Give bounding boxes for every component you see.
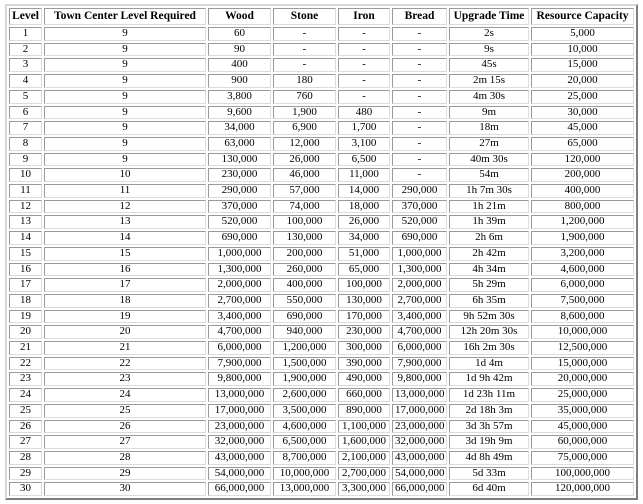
- table-cell-stone: 3,500,000: [273, 404, 336, 418]
- table-cell-level: 17: [9, 278, 42, 292]
- table-cell-resource-capacity: 5,000: [531, 27, 634, 41]
- table-cell-iron: 26,000: [338, 215, 390, 229]
- table-cell-iron: 100,000: [338, 278, 390, 292]
- table-cell-stone: 57,000: [273, 184, 336, 198]
- table-cell-wood: 400: [208, 58, 271, 72]
- table-cell-bread: 3,400,000: [392, 310, 447, 324]
- table-row: [9, 325, 634, 339]
- table-row: [9, 90, 634, 104]
- table-cell-level: 19: [9, 310, 42, 324]
- table-cell-bread: 43,000,000: [392, 451, 447, 465]
- table-cell-wood: 130,000: [208, 153, 271, 167]
- table-cell-resource-capacity: 12,500,000: [531, 341, 634, 355]
- table-cell-wood: 900: [208, 74, 271, 88]
- table-cell-wood: 6,000,000: [208, 341, 271, 355]
- table-cell-town-center-level-required: 22: [44, 357, 206, 371]
- table-cell-wood: 4,700,000: [208, 325, 271, 339]
- table-cell-town-center-level-required: 14: [44, 231, 206, 245]
- table-row: [9, 168, 634, 182]
- table-cell-stone: 12,000: [273, 137, 336, 151]
- table-cell-iron: 2,700,000: [338, 467, 390, 481]
- table-cell-iron: 3,300,000: [338, 482, 390, 496]
- table-cell-iron: 6,500: [338, 153, 390, 167]
- table-cell-stone: 130,000: [273, 231, 336, 245]
- table-cell-upgrade-time: 6h 35m: [449, 294, 529, 308]
- table-cell-level: 28: [9, 451, 42, 465]
- table-cell-bread: 1,000,000: [392, 247, 447, 261]
- table-cell-iron: 390,000: [338, 357, 390, 371]
- table-cell-wood: 7,900,000: [208, 357, 271, 371]
- table-cell-bread: -: [392, 43, 447, 57]
- table-cell-upgrade-time: 9s: [449, 43, 529, 57]
- table-cell-town-center-level-required: 28: [44, 451, 206, 465]
- table-cell-wood: 690,000: [208, 231, 271, 245]
- table-cell-resource-capacity: 45,000: [531, 121, 634, 135]
- table-cell-upgrade-time: 5d 33m: [449, 467, 529, 481]
- table-cell-town-center-level-required: 9: [44, 27, 206, 41]
- table-cell-upgrade-time: 45s: [449, 58, 529, 72]
- table-cell-town-center-level-required: 17: [44, 278, 206, 292]
- table-cell-level: 14: [9, 231, 42, 245]
- table-cell-resource-capacity: 65,000: [531, 137, 634, 151]
- table-cell-upgrade-time: 40m 30s: [449, 153, 529, 167]
- table-cell-stone: 550,000: [273, 294, 336, 308]
- table-cell-iron: 51,000: [338, 247, 390, 261]
- table-cell-bread: 17,000,000: [392, 404, 447, 418]
- table-cell-stone: 100,000: [273, 215, 336, 229]
- table-cell-upgrade-time: 16h 2m 30s: [449, 341, 529, 355]
- table-cell-wood: 9,600: [208, 106, 271, 120]
- table-cell-bread: -: [392, 153, 447, 167]
- table-cell-upgrade-time: 3d 19h 9m: [449, 435, 529, 449]
- table-cell-town-center-level-required: 9: [44, 121, 206, 135]
- table-cell-stone: 260,000: [273, 263, 336, 277]
- table-cell-wood: 520,000: [208, 215, 271, 229]
- table-cell-iron: 1,600,000: [338, 435, 390, 449]
- table-cell-resource-capacity: 30,000: [531, 106, 634, 120]
- table-cell-resource-capacity: 3,200,000: [531, 247, 634, 261]
- table-cell-iron: -: [338, 90, 390, 104]
- table-cell-bread: 6,000,000: [392, 341, 447, 355]
- table-cell-level: 27: [9, 435, 42, 449]
- table-cell-stone: 200,000: [273, 247, 336, 261]
- table-cell-iron: 11,000: [338, 168, 390, 182]
- table-cell-wood: 3,800: [208, 90, 271, 104]
- table-cell-upgrade-time: 2h 42m: [449, 247, 529, 261]
- table-cell-town-center-level-required: 21: [44, 341, 206, 355]
- table-cell-level: 7: [9, 121, 42, 135]
- table-cell-town-center-level-required: 15: [44, 247, 206, 261]
- table-cell-iron: 65,000: [338, 263, 390, 277]
- table-row: [9, 451, 634, 465]
- table-cell-level: 18: [9, 294, 42, 308]
- table-cell-upgrade-time: 27m: [449, 137, 529, 151]
- table-cell-level: 30: [9, 482, 42, 496]
- table-cell-upgrade-time: 9m: [449, 106, 529, 120]
- table-cell-resource-capacity: 35,000,000: [531, 404, 634, 418]
- table-cell-bread: -: [392, 90, 447, 104]
- table-cell-town-center-level-required: 23: [44, 372, 206, 386]
- column-header-wood: Wood: [208, 8, 271, 25]
- table-cell-upgrade-time: 1d 4m: [449, 357, 529, 371]
- table-cell-wood: 17,000,000: [208, 404, 271, 418]
- table-cell-wood: 23,000,000: [208, 420, 271, 434]
- table-cell-bread: 13,000,000: [392, 388, 447, 402]
- table-cell-upgrade-time: 4m 30s: [449, 90, 529, 104]
- table-cell-level: 24: [9, 388, 42, 402]
- table-cell-town-center-level-required: 11: [44, 184, 206, 198]
- column-header-level: Level: [9, 8, 42, 25]
- table-cell-bread: -: [392, 27, 447, 41]
- table-cell-level: 11: [9, 184, 42, 198]
- table-cell-bread: 2,700,000: [392, 294, 447, 308]
- table-cell-level: 10: [9, 168, 42, 182]
- table-cell-iron: 230,000: [338, 325, 390, 339]
- table-cell-town-center-level-required: 19: [44, 310, 206, 324]
- table-cell-wood: 9,800,000: [208, 372, 271, 386]
- table-cell-upgrade-time: 1d 23h 11m: [449, 388, 529, 402]
- table-cell-bread: 7,900,000: [392, 357, 447, 371]
- table-cell-level: 15: [9, 247, 42, 261]
- table-cell-iron: 1,700: [338, 121, 390, 135]
- table-cell-upgrade-time: 54m: [449, 168, 529, 182]
- table-cell-stone: 10,000,000: [273, 467, 336, 481]
- table-cell-wood: 370,000: [208, 200, 271, 214]
- table-cell-bread: 4,700,000: [392, 325, 447, 339]
- table-cell-resource-capacity: 120,000,000: [531, 482, 634, 496]
- table-cell-iron: -: [338, 74, 390, 88]
- table-cell-town-center-level-required: 9: [44, 153, 206, 167]
- table-cell-resource-capacity: 7,500,000: [531, 294, 634, 308]
- table-cell-level: 12: [9, 200, 42, 214]
- table-cell-wood: 13,000,000: [208, 388, 271, 402]
- table-cell-resource-capacity: 400,000: [531, 184, 634, 198]
- table-cell-iron: 890,000: [338, 404, 390, 418]
- table-row: [9, 247, 634, 261]
- table-cell-wood: 90: [208, 43, 271, 57]
- table-row: [9, 184, 634, 198]
- table-cell-level: 25: [9, 404, 42, 418]
- table-cell-iron: 660,000: [338, 388, 390, 402]
- column-header-town-center-level-required: Town Center Level Required: [44, 8, 206, 25]
- table-cell-stone: 8,700,000: [273, 451, 336, 465]
- table-cell-bread: -: [392, 168, 447, 182]
- table-row: [9, 388, 634, 402]
- table-cell-upgrade-time: 12h 20m 30s: [449, 325, 529, 339]
- table-cell-stone: 1,900: [273, 106, 336, 120]
- table-cell-bread: 290,000: [392, 184, 447, 198]
- table-cell-upgrade-time: 1h 39m: [449, 215, 529, 229]
- table-cell-town-center-level-required: 10: [44, 168, 206, 182]
- table-cell-town-center-level-required: 27: [44, 435, 206, 449]
- table-cell-stone: -: [273, 27, 336, 41]
- table-cell-wood: 230,000: [208, 168, 271, 182]
- table-cell-bread: -: [392, 58, 447, 72]
- table-cell-bread: 370,000: [392, 200, 447, 214]
- table-cell-stone: 760: [273, 90, 336, 104]
- table-cell-stone: 26,000: [273, 153, 336, 167]
- table-cell-bread: 690,000: [392, 231, 447, 245]
- table-cell-resource-capacity: 1,900,000: [531, 231, 634, 245]
- column-header-iron: Iron: [338, 8, 390, 25]
- table-cell-wood: 290,000: [208, 184, 271, 198]
- table-cell-town-center-level-required: 9: [44, 43, 206, 57]
- table-cell-wood: 32,000,000: [208, 435, 271, 449]
- table-cell-resource-capacity: 20,000: [531, 74, 634, 88]
- table-cell-upgrade-time: 18m: [449, 121, 529, 135]
- table-row: [9, 404, 634, 418]
- table-cell-stone: 13,000,000: [273, 482, 336, 496]
- table-cell-resource-capacity: 10,000: [531, 43, 634, 57]
- table-row: [9, 263, 634, 277]
- table-cell-wood: 34,000: [208, 121, 271, 135]
- table-row: [9, 231, 634, 245]
- table-cell-wood: 3,400,000: [208, 310, 271, 324]
- table-cell-town-center-level-required: 9: [44, 106, 206, 120]
- table-cell-town-center-level-required: 20: [44, 325, 206, 339]
- table-cell-wood: 2,000,000: [208, 278, 271, 292]
- table-cell-upgrade-time: 2h 6m: [449, 231, 529, 245]
- table-row: [9, 215, 634, 229]
- table-cell-town-center-level-required: 25: [44, 404, 206, 418]
- table-row: [9, 482, 634, 496]
- table-cell-level: 23: [9, 372, 42, 386]
- table-cell-wood: 63,000: [208, 137, 271, 151]
- table-cell-resource-capacity: 800,000: [531, 200, 634, 214]
- table-row: [9, 420, 634, 434]
- table-cell-iron: 14,000: [338, 184, 390, 198]
- table-cell-wood: 2,700,000: [208, 294, 271, 308]
- table-row: [9, 357, 634, 371]
- table-cell-iron: 3,100: [338, 137, 390, 151]
- table-cell-wood: 66,000,000: [208, 482, 271, 496]
- table-cell-stone: 1,200,000: [273, 341, 336, 355]
- table-cell-level: 16: [9, 263, 42, 277]
- table-cell-iron: -: [338, 58, 390, 72]
- table-cell-iron: 300,000: [338, 341, 390, 355]
- table-cell-wood: 1,300,000: [208, 263, 271, 277]
- table-cell-iron: 2,100,000: [338, 451, 390, 465]
- table-cell-upgrade-time: 3d 3h 57m: [449, 420, 529, 434]
- table-cell-stone: 2,600,000: [273, 388, 336, 402]
- table-cell-level: 4: [9, 74, 42, 88]
- table-cell-resource-capacity: 45,000,000: [531, 420, 634, 434]
- table-cell-stone: 690,000: [273, 310, 336, 324]
- table-cell-level: 5: [9, 90, 42, 104]
- table-cell-iron: 130,000: [338, 294, 390, 308]
- table-cell-stone: -: [273, 43, 336, 57]
- column-header-stone: Stone: [273, 8, 336, 25]
- table-row: [9, 200, 634, 214]
- table-row: [9, 27, 634, 41]
- table-cell-bread: -: [392, 74, 447, 88]
- table-row: [9, 43, 634, 57]
- table-cell-resource-capacity: 200,000: [531, 168, 634, 182]
- table-cell-bread: -: [392, 121, 447, 135]
- table-cell-town-center-level-required: 13: [44, 215, 206, 229]
- table-cell-level: 2: [9, 43, 42, 57]
- table-cell-bread: 32,000,000: [392, 435, 447, 449]
- table-cell-resource-capacity: 6,000,000: [531, 278, 634, 292]
- table-cell-town-center-level-required: 30: [44, 482, 206, 496]
- table-cell-stone: 6,500,000: [273, 435, 336, 449]
- table-cell-resource-capacity: 20,000,000: [531, 372, 634, 386]
- table-cell-bread: -: [392, 106, 447, 120]
- table-cell-bread: 9,800,000: [392, 372, 447, 386]
- table-cell-iron: 490,000: [338, 372, 390, 386]
- table-cell-iron: -: [338, 43, 390, 57]
- table-row: [9, 106, 634, 120]
- table-cell-stone: 940,000: [273, 325, 336, 339]
- table-cell-stone: 1,500,000: [273, 357, 336, 371]
- table-cell-resource-capacity: 15,000: [531, 58, 634, 72]
- table-cell-stone: 6,900: [273, 121, 336, 135]
- table-cell-town-center-level-required: 29: [44, 467, 206, 481]
- table-cell-iron: -: [338, 27, 390, 41]
- table-cell-upgrade-time: 5h 29m: [449, 278, 529, 292]
- table-cell-bread: 66,000,000: [392, 482, 447, 496]
- table-cell-iron: 18,000: [338, 200, 390, 214]
- table-cell-wood: 54,000,000: [208, 467, 271, 481]
- table-cell-level: 20: [9, 325, 42, 339]
- table-cell-upgrade-time: 6d 40m: [449, 482, 529, 496]
- table-cell-bread: -: [392, 137, 447, 151]
- table-cell-resource-capacity: 120,000: [531, 153, 634, 167]
- table-cell-stone: 4,600,000: [273, 420, 336, 434]
- table-cell-upgrade-time: 4d 8h 49m: [449, 451, 529, 465]
- table-row: [9, 278, 634, 292]
- table-cell-upgrade-time: 4h 34m: [449, 263, 529, 277]
- table-cell-upgrade-time: 1d 9h 42m: [449, 372, 529, 386]
- table-cell-town-center-level-required: 18: [44, 294, 206, 308]
- table-cell-town-center-level-required: 26: [44, 420, 206, 434]
- table-cell-level: 6: [9, 106, 42, 120]
- table-row: [9, 137, 634, 151]
- table-cell-iron: 1,100,000: [338, 420, 390, 434]
- table-cell-resource-capacity: 15,000,000: [531, 357, 634, 371]
- table-cell-level: 3: [9, 58, 42, 72]
- table-cell-resource-capacity: 75,000,000: [531, 451, 634, 465]
- table-cell-stone: 400,000: [273, 278, 336, 292]
- table-row: [9, 121, 634, 135]
- table-cell-stone: 180: [273, 74, 336, 88]
- column-header-resource-capacity: Resource Capacity: [531, 8, 634, 25]
- table-cell-resource-capacity: 25,000,000: [531, 388, 634, 402]
- table-cell-upgrade-time: 2m 15s: [449, 74, 529, 88]
- table-cell-bread: 54,000,000: [392, 467, 447, 481]
- table-cell-resource-capacity: 4,600,000: [531, 263, 634, 277]
- table-cell-upgrade-time: 2d 18h 3m: [449, 404, 529, 418]
- upgrade-cost-table: [5, 4, 638, 500]
- table-cell-wood: 1,000,000: [208, 247, 271, 261]
- column-header-upgrade-time: Upgrade Time: [449, 8, 529, 25]
- table-row: [9, 467, 634, 481]
- table-cell-upgrade-time: 2s: [449, 27, 529, 41]
- table-cell-stone: 1,900,000: [273, 372, 336, 386]
- table-cell-bread: 1,300,000: [392, 263, 447, 277]
- table-cell-level: 1: [9, 27, 42, 41]
- table-cell-resource-capacity: 100,000,000: [531, 467, 634, 481]
- table-row: [9, 372, 634, 386]
- table-cell-town-center-level-required: 9: [44, 74, 206, 88]
- table-cell-level: 29: [9, 467, 42, 481]
- table-cell-level: 8: [9, 137, 42, 151]
- table-cell-resource-capacity: 8,600,000: [531, 310, 634, 324]
- table-cell-upgrade-time: 1h 7m 30s: [449, 184, 529, 198]
- table-cell-town-center-level-required: 9: [44, 58, 206, 72]
- table-cell-stone: 74,000: [273, 200, 336, 214]
- table-cell-iron: 34,000: [338, 231, 390, 245]
- table-row: [9, 294, 634, 308]
- table-cell-town-center-level-required: 9: [44, 137, 206, 151]
- table-cell-level: 9: [9, 153, 42, 167]
- table-cell-level: 13: [9, 215, 42, 229]
- table-cell-upgrade-time: 1h 21m: [449, 200, 529, 214]
- table-row: [9, 74, 634, 88]
- table-row: [9, 310, 634, 324]
- table-header-row: [9, 8, 634, 25]
- table-row: [9, 58, 634, 72]
- table-cell-level: 21: [9, 341, 42, 355]
- table-body: [9, 27, 634, 496]
- table-cell-resource-capacity: 1,200,000: [531, 215, 634, 229]
- table-cell-bread: 520,000: [392, 215, 447, 229]
- table-cell-wood: 43,000,000: [208, 451, 271, 465]
- table-cell-town-center-level-required: 12: [44, 200, 206, 214]
- column-header-bread: Bread: [392, 8, 447, 25]
- table-cell-level: 26: [9, 420, 42, 434]
- table-row: [9, 153, 634, 167]
- table-cell-stone: 46,000: [273, 168, 336, 182]
- table-cell-town-center-level-required: 24: [44, 388, 206, 402]
- table-cell-resource-capacity: 25,000: [531, 90, 634, 104]
- table-cell-resource-capacity: 60,000,000: [531, 435, 634, 449]
- table-cell-iron: 170,000: [338, 310, 390, 324]
- table-cell-bread: 23,000,000: [392, 420, 447, 434]
- table-row: [9, 341, 634, 355]
- table-cell-town-center-level-required: 9: [44, 90, 206, 104]
- table-cell-iron: 480: [338, 106, 390, 120]
- table-cell-wood: 60: [208, 27, 271, 41]
- table-cell-stone: -: [273, 58, 336, 72]
- table-row: [9, 435, 634, 449]
- table-cell-upgrade-time: 9h 52m 30s: [449, 310, 529, 324]
- table-cell-level: 22: [9, 357, 42, 371]
- table-cell-resource-capacity: 10,000,000: [531, 325, 634, 339]
- table-cell-bread: 2,000,000: [392, 278, 447, 292]
- table-cell-town-center-level-required: 16: [44, 263, 206, 277]
